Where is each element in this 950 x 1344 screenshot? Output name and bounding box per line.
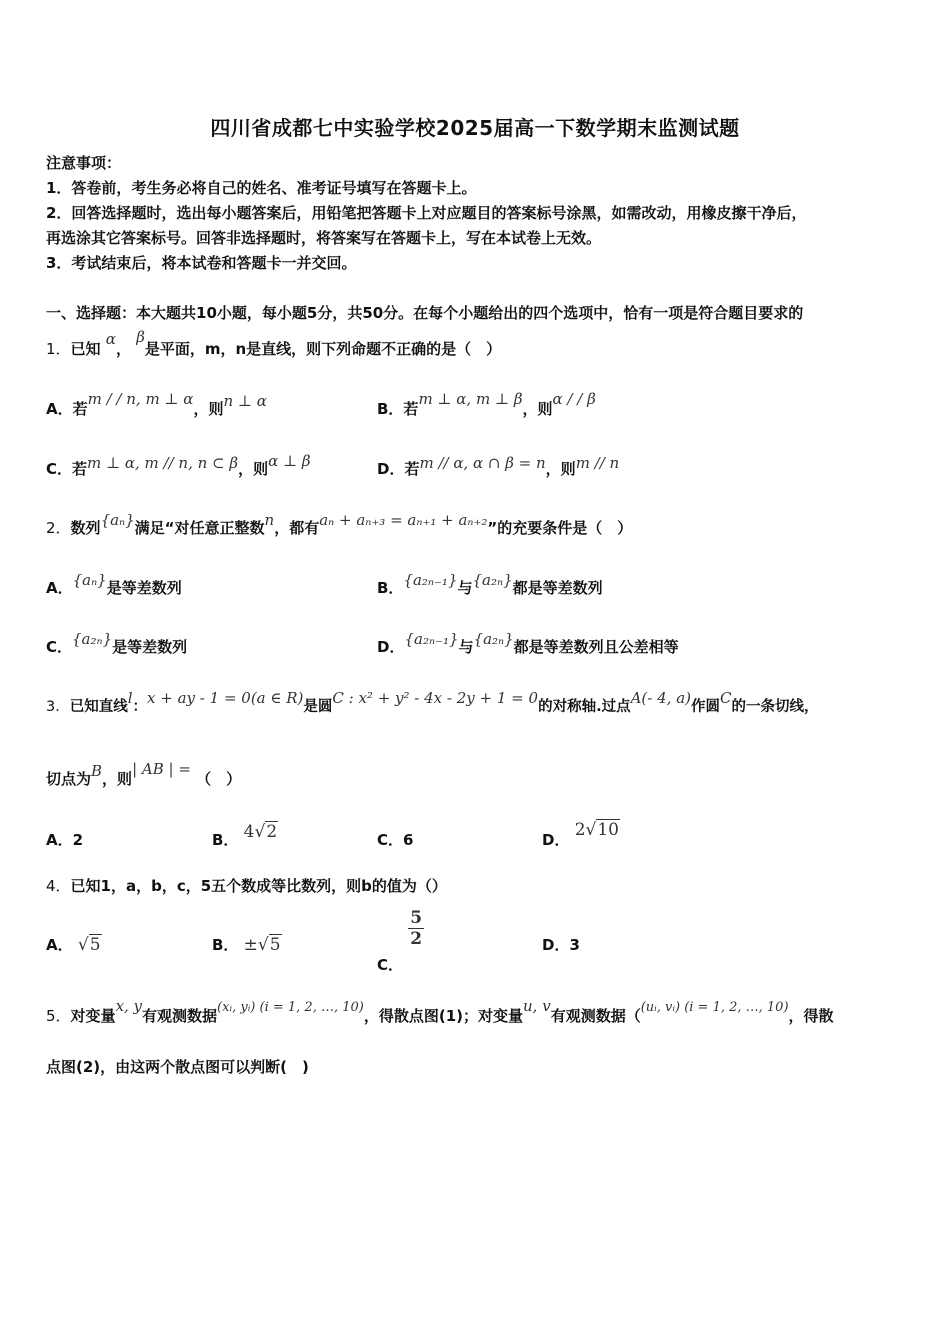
radicand: 5 (89, 935, 101, 955)
question-text: 已知 (70, 340, 101, 358)
option-label: C． (46, 638, 73, 656)
option-4a[interactable] (46, 934, 102, 955)
option-label: C． (377, 956, 404, 974)
option-4d[interactable] (542, 934, 580, 955)
question-5 (46, 997, 834, 1026)
math-expr: α / / β (552, 390, 596, 408)
option-1a[interactable] (46, 390, 267, 419)
question-text: 数列 (70, 519, 101, 537)
math-expr: l (127, 689, 133, 707)
question-text: 的一条切线， (731, 699, 819, 715)
note-item-1: 1．答卷前，考生务必将自己的姓名、准考证号填写在答题卡上。 (46, 179, 477, 197)
option-text: ，则 (238, 460, 269, 478)
question-text: ，得散点图(1)；对变量 (363, 1007, 524, 1025)
math-expr: {a₂ₙ} (473, 630, 514, 648)
option-text: ，则 (545, 460, 576, 478)
math-expr: {a₂ₙ₋₁} (403, 571, 458, 589)
math-expr: m ⊥ α, m ⊥ β (418, 390, 523, 408)
math-expr: {a₂ₙ₋₁} (404, 630, 459, 648)
math-expr: m // n (575, 454, 620, 472)
question-3-cont (46, 760, 242, 789)
option-4c[interactable] (377, 908, 424, 974)
note-item-2: 2．回答选择题时，选出每小题答案后，用铅笔把答题卡上对应题目的答案标号涂黑，如需改动，用橡皮擦干净后， (46, 204, 807, 222)
option-text: 都是等差数列 (512, 579, 603, 597)
option-3c[interactable] (377, 829, 413, 850)
question-text: ： (132, 699, 148, 715)
radicand: 2 (266, 822, 278, 842)
math-expr: C : x² + y² - 4x - 2y + 1 = 0 (332, 689, 539, 707)
math-expr: u, v (523, 997, 551, 1015)
option-label: D． (377, 638, 405, 656)
denominator: 2 (410, 929, 423, 949)
question-text: ，则 (102, 770, 133, 788)
math-expr: n (264, 511, 275, 529)
option-label: D．若 (377, 460, 420, 478)
option-2c[interactable] (46, 630, 188, 657)
radical-expr: 2√10 (574, 820, 619, 840)
coefficient: 4 (243, 822, 255, 842)
option-label: B．若 (377, 400, 419, 418)
option-1c[interactable] (46, 452, 311, 479)
radical-expr: ±√5 (243, 935, 281, 955)
question-text: 已知直线 (69, 699, 128, 715)
option-2d[interactable] (377, 630, 679, 657)
question-text: 点图(2)，由这两个散点图可以判断( ) (46, 1058, 309, 1076)
option-label: C．若 (46, 460, 88, 478)
numerator: 5 (410, 908, 423, 928)
question-text: 切点为 (46, 770, 92, 788)
option-3d[interactable] (542, 820, 620, 850)
option-text: 是等差数列 (112, 638, 188, 656)
math-expr: m // α, α ∩ β = n (419, 454, 546, 472)
math-expr: α ⊥ β (268, 452, 311, 470)
question-4 (46, 875, 447, 896)
option-3b[interactable] (212, 822, 278, 850)
radical-expr: √5 (77, 935, 101, 955)
question-text: 有观测数据（ (550, 1007, 641, 1025)
math-expr: | AB | = (132, 760, 191, 778)
question-text: 对变量 (70, 1007, 116, 1025)
note-item-3: 3．考试结束后，将本试卷和答题卡一并交回。 (46, 254, 357, 272)
question-text: ，都有 (274, 519, 320, 537)
math-expr: (uᵢ, vᵢ) (i = 1, 2, …, 10) (640, 1000, 789, 1015)
math-expr: m ⊥ α, m // n, n ⊂ β (87, 454, 239, 472)
radicand: 5 (269, 935, 281, 955)
math-expr: x, y (115, 997, 143, 1015)
section-heading: 一、选择题：本大题共10小题，每小题5分，共50分。在每个小题给出的四个选项中，恰有一项是符合题目要求的 (46, 304, 804, 322)
option-label: A．2 (46, 831, 84, 849)
option-label: B． (212, 936, 239, 954)
fraction (408, 908, 424, 949)
option-text: 是等差数列 (106, 579, 182, 597)
math-expr: {aₙ} (100, 511, 135, 529)
math-expr: (xᵢ, yᵢ) (i = 1, 2, …, 10) (217, 1000, 364, 1015)
math-expr: {aₙ} (72, 571, 107, 589)
math-expr: B (91, 762, 103, 780)
math-expr: A(- 4, a) (630, 689, 691, 707)
question-text: ， (115, 340, 131, 358)
option-label: C．6 (377, 831, 414, 849)
question-3 (46, 689, 819, 716)
question-text: （ ） (196, 770, 242, 788)
plus-minus: ± (243, 935, 258, 955)
radical-expr: 4√2 (243, 822, 278, 842)
question-text: ”的充要条件是（ ） (487, 519, 633, 537)
question-text: 有观测数据 (142, 1007, 218, 1025)
math-expr: {a₂ₙ} (72, 630, 113, 648)
question-number: 5． (46, 1007, 71, 1025)
option-label: D．3 (542, 936, 580, 954)
option-text: ，则 (193, 400, 224, 418)
math-expr: α (105, 330, 116, 348)
option-2b[interactable] (377, 571, 603, 598)
option-text: ，则 (522, 400, 553, 418)
option-1b[interactable] (377, 390, 596, 419)
option-text: 与 (457, 579, 473, 597)
question-text: 是圆 (303, 699, 333, 715)
option-text: 与 (458, 638, 474, 656)
option-label: A． (46, 936, 73, 954)
option-4b[interactable] (212, 934, 282, 955)
question-5-cont (46, 1056, 309, 1077)
math-expr: C (720, 689, 732, 707)
math-expr: x + ay - 1 = 0(a ∈ R) (147, 689, 304, 707)
option-text: 都是等差数列且公差相等 (513, 638, 679, 656)
question-number: 2． (46, 519, 71, 537)
math-expr: aₙ + aₙ₊₃ = aₙ₊₁ + aₙ₊₂ (319, 511, 488, 529)
note-item-2-cont: 再选涂其它答案标号。回答非选择题时，将答案写在答题卡上，写在本试卷上无效。 (46, 229, 602, 247)
math-expr: β (136, 328, 145, 346)
option-label: D． (542, 831, 570, 849)
option-label: B． (212, 831, 239, 849)
page-title: 四川省成都七中实验学校2025届高一下数学期末监测试题 (210, 116, 740, 140)
question-text: 是平面，m，n是直线，则下列命题不正确的是（ ） (144, 340, 502, 358)
option-label: A． (46, 579, 73, 597)
notes-heading: 注意事项： (46, 154, 122, 172)
question-text: 已知1，a，b，c，5五个数成等比数列，则b的值为（） (70, 877, 447, 895)
coefficient: 2 (574, 820, 586, 840)
question-text: 的对称轴.过点 (538, 699, 631, 715)
option-label: A．若 (46, 400, 88, 418)
option-label: B． (377, 579, 404, 597)
question-number: 3． (46, 699, 70, 715)
question-2 (46, 511, 633, 538)
question-number: 1． (46, 340, 71, 358)
question-text: ，得散 (788, 1007, 834, 1025)
option-2a[interactable] (46, 571, 182, 598)
math-expr: {a₂ₙ} (472, 571, 513, 589)
question-text: 满足“对任意正整数 (134, 519, 265, 537)
radicand: 10 (597, 820, 619, 840)
option-1d[interactable] (377, 454, 620, 479)
math-expr: m / / n, m ⊥ α (87, 390, 194, 408)
question-1 (46, 328, 502, 359)
question-text: 作圆 (691, 699, 720, 715)
question-number: 4． (46, 877, 71, 895)
math-expr: n ⊥ α (223, 392, 267, 410)
option-3a[interactable] (46, 829, 83, 850)
